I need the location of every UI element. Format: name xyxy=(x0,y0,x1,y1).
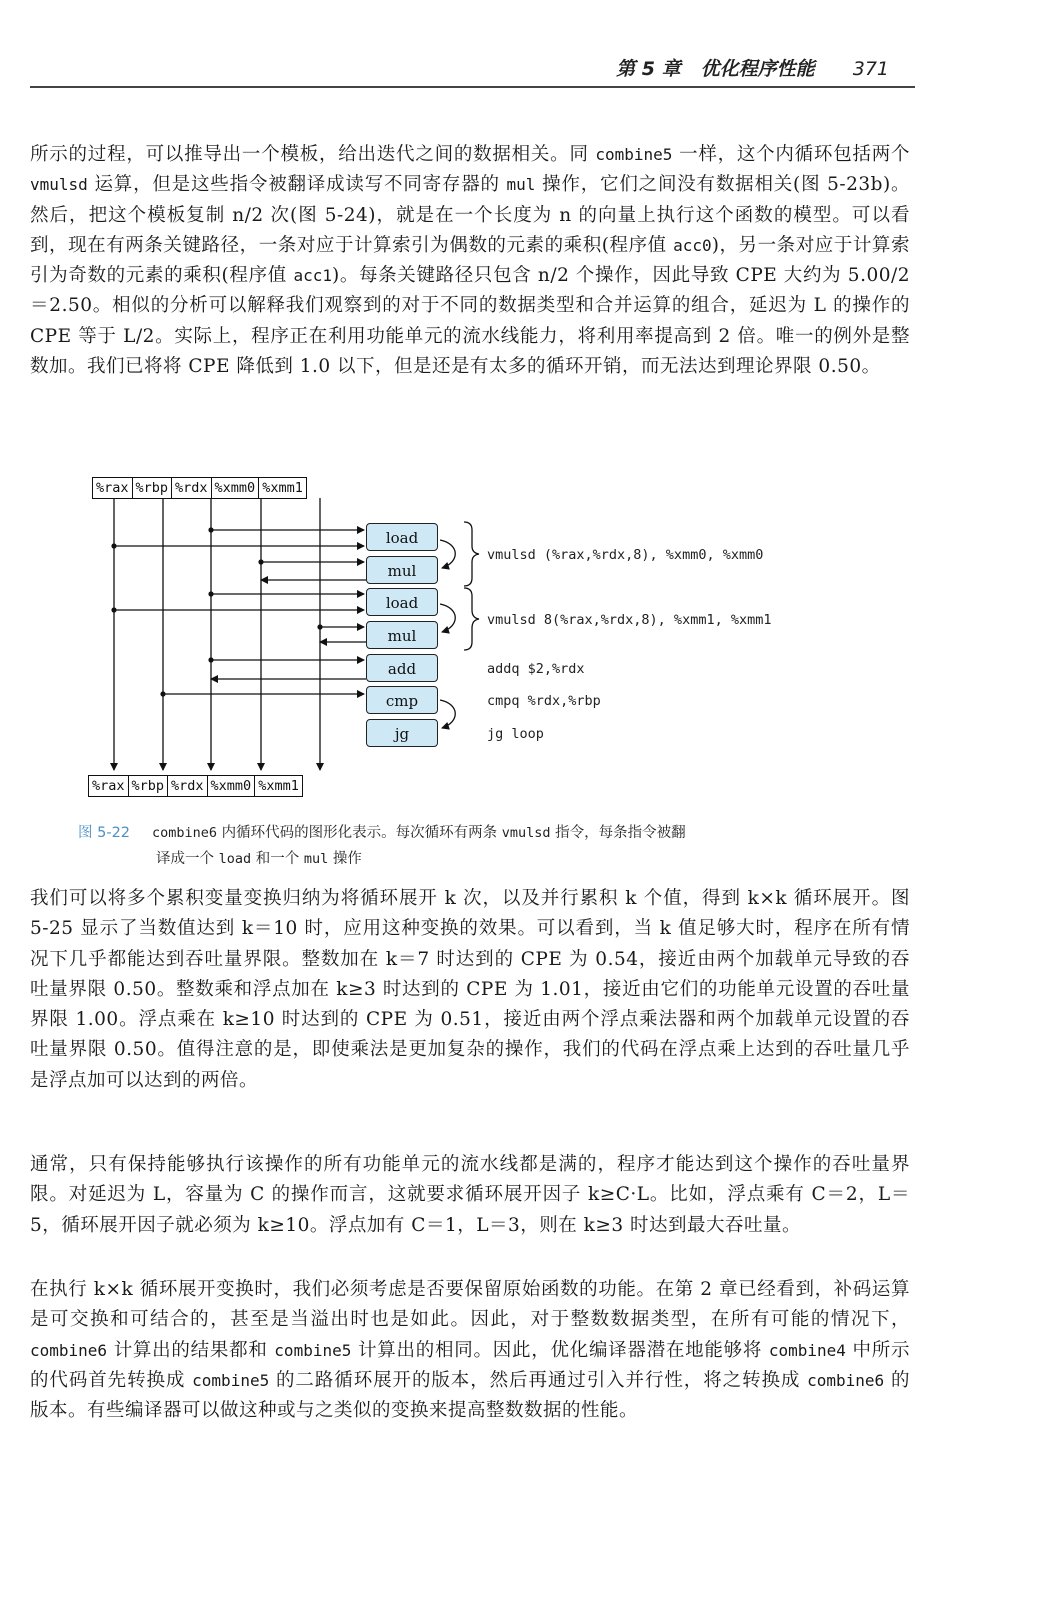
text-run: 操作 xyxy=(328,851,362,867)
register-label: %rbp xyxy=(129,776,169,796)
register-label: %rdx xyxy=(172,478,212,498)
paragraph-3 xyxy=(30,1150,910,1241)
figure-5-22 xyxy=(80,472,880,812)
asm-cmpq: cmpq %rdx,%rbp xyxy=(487,693,601,709)
inline-code: combine6 xyxy=(30,1340,108,1360)
inline-code: acc1 xyxy=(293,266,332,286)
inline-code: combine5 xyxy=(595,145,673,164)
text-run: )，另一条对应于计算索引为奇数的元素的乘积(程序值 xyxy=(30,234,910,287)
paragraph-4 xyxy=(30,1275,910,1426)
text-run: 所示的过程，可以推导出一个模板，给出迭代之间的数据相关。同 xyxy=(30,144,596,165)
register-label: %rbp xyxy=(133,478,173,498)
caption-line-2 xyxy=(156,846,878,872)
dataflow-wires xyxy=(80,472,880,812)
text-run: 的二路循环展开的版本，然后再通过引入并行性，将之转换成 xyxy=(269,1369,808,1391)
inline-code: combine6 xyxy=(152,825,218,841)
text-run: )。每条关键路径只包含 n/2 个操作，因此导致 CPE 大约为 5.00/2＝2.50。相似的分析可以解释我们观察到的对于不同的数据类型和合并运算的组合，延迟为 L 的操作的 CPE 等于 L/2。实际上，程序正在利用功能单元的流水线能力，将利用率提高到 2 倍。唯一的例外是整数加。我们已将将 CPE 降低到 1.0 以下，但是还是有太多的循环开销，而无法达到理论界限 0.50。 xyxy=(30,265,911,378)
register-label: %xmm1 xyxy=(258,778,299,794)
op-jg: jg xyxy=(366,719,438,747)
text-run: 译成一个 xyxy=(156,851,219,867)
text-run: 的版本。有些编译器可以做这种或与之类似的变换来提高整数数据的性能。 xyxy=(30,1369,910,1422)
register-label: %rdx xyxy=(168,776,208,796)
registers-top xyxy=(92,477,307,499)
register-label: %xmm1 xyxy=(262,480,303,496)
text-run: 运算，但是这些指令被翻译成读写不同寄存器的 xyxy=(87,174,507,196)
op-load-1: load xyxy=(366,523,438,551)
asm-vmulsd-1: vmulsd (%rax,%rdx,8), %xmm0, %xmm0 xyxy=(487,547,764,563)
register-label: %xmm0 xyxy=(212,478,260,498)
op-add: add xyxy=(366,654,438,682)
text-run: 我们可以将多个累积变量变换归纳为将循环展开 k 次，以及并行累积 k 个值，得到 k×k 循环展开。图 5-25 显示了当数值达到 k＝10 时，应用这种变换的效果。可以看到，当 k 值足够大时，程序在所有情况下几乎都能达到吞吐量界限。整数加在 k＝7 时达到的 CPE 为 0.54，接近由两个加载单元导致的吞吐量界限 0.50。整数乘和浮点加在 k≥3 时达到的 CPE 为 1.01，接近由它们的功能单元设置的吞吐量界限 1.00。浮点乘在 k≥10 时达到的 CPE 为 0.51，接近由两个浮点乘法器和两个加载单元设置的吞吐量界限 0.50。值得注意的是，即使乘法是更加复杂的操作，我们的代码在浮点乘上达到的吞吐量几乎是浮点加可以达到的两倍。 xyxy=(30,888,910,1091)
register-label: %rax xyxy=(89,776,129,796)
inline-code: vmulsd xyxy=(501,825,551,841)
text-run: 内循环代码的图形化表示。每次循环有两条 xyxy=(217,825,502,841)
inline-code: load xyxy=(218,851,252,867)
text-run: 计算出的结果都和 xyxy=(107,1339,275,1361)
op-mul-2: mul xyxy=(366,621,438,649)
text-run: 和一个 xyxy=(251,851,304,867)
page-number: 371 xyxy=(852,58,889,80)
inline-code: mul xyxy=(303,851,329,867)
paragraph-2 xyxy=(30,884,910,1096)
text-run: 一样，这个内循环包括两个 xyxy=(672,144,910,165)
asm-vmulsd-2: vmulsd 8(%rax,%rdx,8), %xmm1, %xmm1 xyxy=(487,612,772,628)
header-text xyxy=(616,54,889,81)
op-load-2: load xyxy=(366,588,438,616)
text-run: 中所示的代码首先转换成 xyxy=(30,1339,910,1391)
section-title: 优化程序性能 xyxy=(700,58,815,80)
figure-caption xyxy=(78,820,878,872)
text-run: 计算出的相同。因此，优化编译器潜在地能够将 xyxy=(351,1339,769,1361)
inline-code: combine6 xyxy=(807,1370,885,1390)
inline-code: acc0 xyxy=(673,235,712,255)
paragraph-1 xyxy=(30,140,910,382)
inline-code: combine5 xyxy=(192,1370,270,1390)
registers-bottom xyxy=(88,775,303,797)
register-label: %xmm0 xyxy=(208,776,256,796)
figure-label: 图 5-22 xyxy=(78,825,131,841)
page-header xyxy=(30,46,915,88)
inline-code: combine4 xyxy=(768,1340,846,1360)
chapter-label: 第 5 章 xyxy=(616,58,681,80)
register-label: %rax xyxy=(93,478,133,498)
text-run: 在执行 k×k 循环展开变换时，我们必须考虑是否要保留原始函数的功能。在第 2 章已经看到，补码运算是可交换和可结合的，甚至是当溢出时也是如此。因此，对于整数数据类型，在所有可能的情况下， xyxy=(30,1279,910,1331)
inline-code: vmulsd xyxy=(30,175,88,195)
asm-jg: jg loop xyxy=(487,726,544,742)
inline-code: combine5 xyxy=(274,1340,352,1360)
inline-code: mul xyxy=(506,175,536,195)
caption-line-1 xyxy=(152,825,686,841)
text-run: 通常，只有保持能够执行该操作的所有功能单元的流水线都是满的，程序才能达到这个操作的吞吐量界限。对延迟为 L，容量为 C 的操作而言，这就要求循环展开因子 k≥C·L。比如，浮点乘有 C＝2，L＝5，循环展开因子就必须为 k≥10。浮点加有 C＝1，L＝3，则在 k≥3 时达到最大吞吐量。 xyxy=(30,1154,910,1236)
text-run: 操作，它们之间没有数据相关(图 5-23b)。然后，把这个模板复制 n/2 次(图 5-24)，就是在一个长度为 n 的向量上执行这个函数的模型。可以看到，现在有两条关键路径，一条对应于计算索引为偶数的元素的乘积(程序值 xyxy=(30,174,910,256)
asm-addq: addq $2,%rdx xyxy=(487,661,585,677)
text-run: 指令，每条指令被翻 xyxy=(550,825,686,841)
op-cmp: cmp xyxy=(366,686,438,714)
op-mul-1: mul xyxy=(366,556,438,584)
